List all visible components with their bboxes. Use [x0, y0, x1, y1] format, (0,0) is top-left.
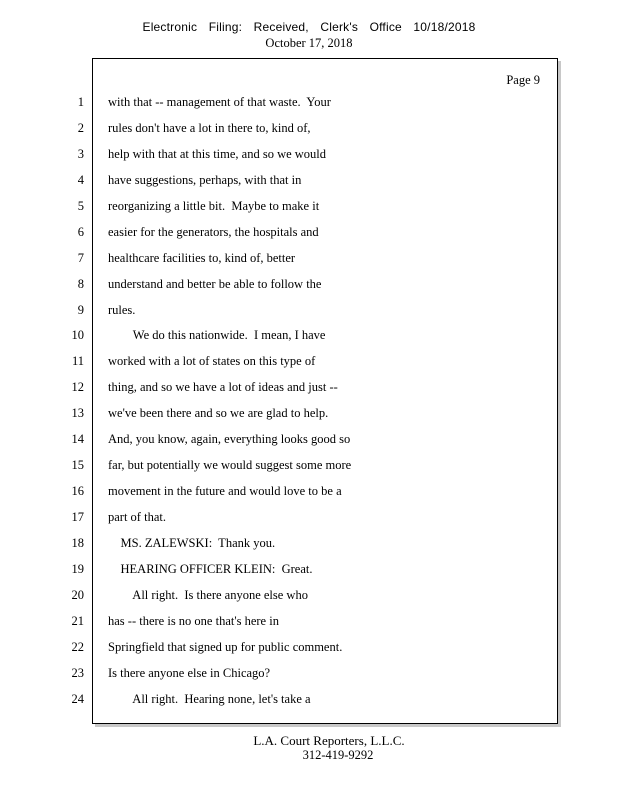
line-number: 23: [71, 665, 84, 680]
transcript-line: All right. Hearing none, let's take a: [108, 691, 311, 706]
line-number-column: [60, 94, 84, 717]
transcript-line: healthcare facilities to, kind of, better: [108, 250, 296, 265]
line-number: 19: [71, 561, 84, 576]
line-number: 12: [71, 380, 84, 395]
transcript-text-column: [108, 94, 548, 717]
line-number: 20: [71, 587, 84, 602]
line-number: 14: [71, 432, 84, 447]
line-number: 13: [71, 406, 84, 421]
line-number: 3: [77, 146, 84, 161]
page-number: Page 9: [506, 73, 540, 87]
line-number: 16: [71, 484, 84, 499]
transcript-line: with that -- management of that waste. Your: [108, 95, 331, 109]
line-number: 9: [77, 302, 84, 317]
transcript-line: have suggestions, perhaps, with that in: [108, 172, 302, 187]
transcript-line: We do this nationwide. I mean, I have: [108, 328, 326, 343]
line-number: 17: [71, 510, 84, 524]
transcript-line: understand and better be able to follow the: [108, 276, 322, 291]
line-number: 7: [77, 250, 84, 265]
transcript-line: easier for the generators, the hospitals and: [108, 224, 319, 239]
filing-stamp: Electronic Filing: Received, Clerk's Office 10/18/2018: [142, 20, 476, 34]
transcript-line: Is there anyone else in Chicago?: [108, 665, 271, 680]
transcript-line: far, but potentially we would suggest some more: [108, 458, 352, 473]
line-number: 5: [77, 198, 84, 213]
transcript-line: worked with a lot of states on this type of: [108, 354, 316, 369]
line-number: 8: [77, 276, 84, 291]
line-number: 18: [71, 535, 84, 550]
transcript-date: October 17, 2018: [265, 36, 353, 50]
transcript-line: has -- there is no one that's here in: [108, 613, 279, 628]
line-number: 2: [77, 120, 84, 135]
transcript-line: HEARING OFFICER KLEIN: Great.: [108, 561, 313, 576]
transcript-line: Springfield that signed up for public comment.: [108, 639, 343, 654]
line-number: 22: [71, 639, 84, 654]
transcript-line: All right. Is there anyone else who: [108, 587, 308, 602]
line-number: 1: [77, 95, 84, 109]
line-number: 11: [71, 354, 84, 369]
transcript-line: movement in the future and would love to be a: [108, 484, 342, 499]
transcript-line: rules.: [108, 302, 136, 317]
transcript-line: MS. ZALEWSKI: Thank you.: [108, 535, 276, 550]
transcript-line: rules don't have a lot in there to, kind of,: [108, 120, 311, 135]
transcript-line: reorganizing a little bit. Maybe to make it: [108, 198, 320, 213]
line-number: 6: [77, 224, 84, 239]
transcript-line: we've been there and so we are glad to help.: [108, 406, 329, 421]
court-reporter-phone: 312-419-9292: [302, 748, 374, 762]
transcript-line: help with that at this time, and so we would: [108, 146, 327, 161]
line-number: 4: [77, 172, 84, 187]
line-number: 10: [71, 328, 84, 343]
line-number: 21: [71, 613, 84, 628]
line-number: 15: [71, 458, 84, 473]
transcript-line: And, you know, again, everything looks good so: [108, 432, 351, 447]
court-reporter-name: L.A. Court Reporters, L.L.C.: [253, 733, 405, 748]
transcript-line: thing, and so we have a lot of ideas and just --: [108, 380, 338, 395]
transcript-line: part of that.: [108, 510, 166, 524]
line-number: 24: [71, 691, 84, 706]
